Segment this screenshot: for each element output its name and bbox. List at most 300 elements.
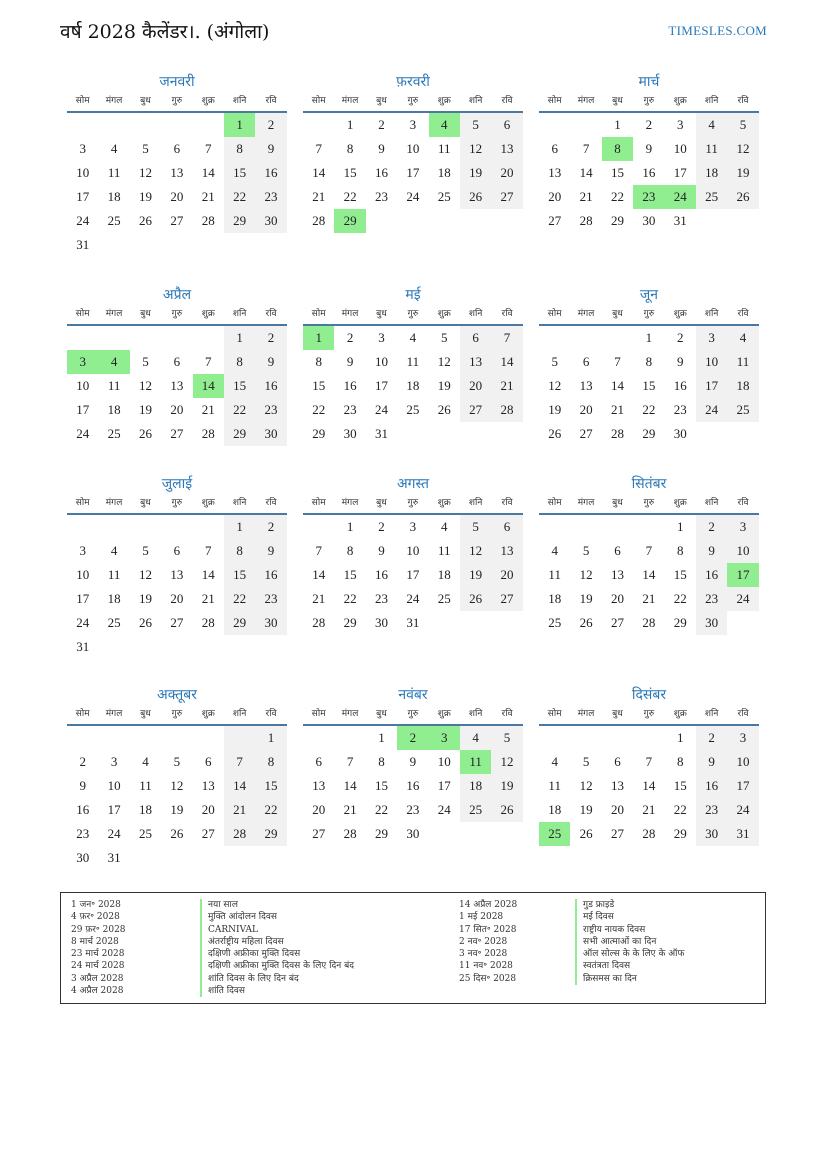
day-cell[interactable]: 20 xyxy=(491,161,522,185)
day-cell[interactable]: 14 xyxy=(642,567,656,582)
day-cell[interactable]: 14 xyxy=(579,165,593,180)
day-cell[interactable]: 26 xyxy=(727,185,758,209)
day-cell[interactable]: 2 xyxy=(255,113,286,137)
day-cell[interactable]: 22 xyxy=(312,402,326,417)
day-cell[interactable]: 16 xyxy=(374,165,388,180)
day-cell[interactable]: 27 xyxy=(491,587,522,611)
day-cell[interactable]: 29 xyxy=(224,422,255,446)
day-cell[interactable]: 6 xyxy=(205,754,212,769)
day-cell[interactable]: 7 xyxy=(315,543,322,558)
day-cell[interactable]: 11 xyxy=(696,137,727,161)
day-cell[interactable]: 27 xyxy=(579,426,593,441)
day-cell[interactable]: 12 xyxy=(138,165,152,180)
day-cell[interactable]: 4 xyxy=(142,754,149,769)
day-cell[interactable]: 19 xyxy=(460,563,491,587)
day-cell[interactable]: 15 xyxy=(312,378,326,393)
day-cell[interactable]: 18 xyxy=(696,161,727,185)
day-cell[interactable]: 24 xyxy=(727,798,758,822)
day-cell[interactable]: 8 xyxy=(255,750,286,774)
day-cell[interactable]: 20 xyxy=(610,802,624,817)
day-cell[interactable]: 13 xyxy=(491,137,522,161)
day-cell[interactable]: 21 xyxy=(579,189,593,204)
day-cell[interactable]: 10 xyxy=(406,543,420,558)
day-cell[interactable]: 17 xyxy=(727,774,758,798)
day-cell[interactable]: 12 xyxy=(579,778,593,793)
day-cell[interactable]: 5 xyxy=(173,754,181,769)
day-cell[interactable]: 23 xyxy=(673,402,687,417)
day-cell[interactable]: 21 xyxy=(201,402,215,417)
day-cell[interactable]: 1 xyxy=(677,730,684,745)
day-cell[interactable]: 4 xyxy=(696,113,727,137)
day-cell[interactable]: 12 xyxy=(548,378,562,393)
day-cell[interactable]: 2 xyxy=(346,330,354,345)
day-cell[interactable]: 7 xyxy=(224,750,255,774)
day-cell[interactable]: 14 xyxy=(642,778,656,793)
day-cell[interactable]: 8 xyxy=(224,350,255,374)
day-cell[interactable]: 29 xyxy=(374,826,388,841)
day-cell[interactable]: 14 xyxy=(610,378,624,393)
day-cell[interactable]: 7 xyxy=(205,543,212,558)
day-cell[interactable]: 28 xyxy=(579,213,593,228)
day-cell[interactable]: 14 xyxy=(312,567,326,582)
day-cell[interactable]: 24 xyxy=(107,826,121,841)
day-cell[interactable]: 12 xyxy=(727,137,758,161)
day-cell[interactable]: 13 xyxy=(170,567,184,582)
day-cell[interactable]: 22 xyxy=(673,591,687,606)
day-cell[interactable]: 29 xyxy=(255,822,286,846)
day-cell[interactable]: 13 xyxy=(312,778,326,793)
day-cell[interactable]: 5 xyxy=(582,543,590,558)
day-cell[interactable]: 11 xyxy=(437,543,451,558)
day-cell[interactable]: 10 xyxy=(727,750,758,774)
day-cell[interactable]: 30 xyxy=(255,422,286,446)
day-cell[interactable]: 25 xyxy=(437,591,451,606)
day-cell[interactable]: 15 xyxy=(224,161,255,185)
day-cell[interactable]: 23 xyxy=(76,826,90,841)
day-cell[interactable]: 6 xyxy=(551,141,558,156)
day-cell[interactable]: 4 xyxy=(460,726,491,750)
day-cell[interactable]: 4 xyxy=(727,326,758,350)
day-cell[interactable]: 16 xyxy=(255,563,286,587)
site-link[interactable]: TIMESLES.COM xyxy=(668,23,767,38)
day-cell[interactable]: 2 xyxy=(696,726,727,750)
day-cell[interactable]: 20 xyxy=(170,591,184,606)
day-cell[interactable]: 16 xyxy=(406,778,420,793)
day-cell[interactable]: 12 xyxy=(437,354,451,369)
day-cell[interactable]: 31 xyxy=(76,639,90,654)
day-cell[interactable]: 22 xyxy=(343,189,357,204)
day-cell[interactable]: 29 xyxy=(312,426,326,441)
day-cell[interactable]: 4 xyxy=(110,141,118,156)
day-cell[interactable]: 6 xyxy=(460,326,491,350)
day-cell[interactable]: 26 xyxy=(579,615,593,630)
day-cell[interactable]: 2 xyxy=(255,515,286,539)
day-cell[interactable]: 17 xyxy=(107,802,121,817)
day-cell[interactable]: 7 xyxy=(205,354,212,369)
day-cell[interactable]: 28 xyxy=(642,826,656,841)
day-cell[interactable]: 11 xyxy=(107,567,121,582)
day-cell[interactable]: 29 xyxy=(343,615,357,630)
day-cell[interactable]: 3 xyxy=(727,515,758,539)
day-cell[interactable]: 16 xyxy=(343,378,357,393)
day-cell[interactable]: 19 xyxy=(727,161,758,185)
day-cell[interactable]: 18 xyxy=(548,591,562,606)
day-cell[interactable]: 25 xyxy=(138,826,152,841)
day-cell[interactable]: 2 xyxy=(378,117,385,132)
day-cell[interactable]: 23 xyxy=(374,591,388,606)
day-cell[interactable]: 4 xyxy=(98,350,129,374)
day-cell[interactable]: 6 xyxy=(315,754,322,769)
day-cell[interactable]: 31 xyxy=(406,615,420,630)
day-cell[interactable]: 5 xyxy=(460,515,491,539)
day-cell[interactable]: 13 xyxy=(491,539,522,563)
day-cell[interactable]: 18 xyxy=(437,567,451,582)
day-cell[interactable]: 14 xyxy=(343,778,357,793)
day-cell[interactable]: 7 xyxy=(645,543,653,558)
day-cell[interactable]: 9 xyxy=(696,539,727,563)
day-cell[interactable]: 25 xyxy=(460,798,491,822)
day-cell[interactable]: 23 xyxy=(633,185,664,209)
day-cell[interactable]: 25 xyxy=(107,615,121,630)
day-cell[interactable]: 6 xyxy=(173,543,181,558)
day-cell[interactable]: 14 xyxy=(491,350,522,374)
day-cell[interactable]: 10 xyxy=(696,350,727,374)
day-cell[interactable]: 7 xyxy=(645,754,653,769)
day-cell[interactable]: 8 xyxy=(677,543,684,558)
day-cell[interactable]: 30 xyxy=(406,826,420,841)
day-cell[interactable]: 25 xyxy=(696,185,727,209)
day-cell[interactable]: 19 xyxy=(138,591,152,606)
day-cell[interactable]: 20 xyxy=(312,802,326,817)
day-cell[interactable]: 3 xyxy=(429,726,460,750)
day-cell[interactable]: 2 xyxy=(696,515,727,539)
day-cell[interactable]: 18 xyxy=(548,802,562,817)
day-cell[interactable]: 21 xyxy=(312,189,326,204)
day-cell[interactable]: 25 xyxy=(539,822,570,846)
day-cell[interactable]: 23 xyxy=(255,398,286,422)
day-cell[interactable]: 23 xyxy=(696,587,727,611)
day-cell[interactable]: 3 xyxy=(67,350,98,374)
day-cell[interactable]: 19 xyxy=(460,161,491,185)
day-cell[interactable]: 24 xyxy=(727,587,758,611)
day-cell[interactable]: 27 xyxy=(610,615,624,630)
day-cell[interactable]: 23 xyxy=(255,185,286,209)
day-cell[interactable]: 8 xyxy=(378,754,385,769)
day-cell[interactable]: 29 xyxy=(610,213,624,228)
day-cell[interactable]: 3 xyxy=(696,326,727,350)
day-cell[interactable]: 11 xyxy=(727,350,758,374)
day-cell[interactable]: 31 xyxy=(374,426,388,441)
day-cell[interactable]: 24 xyxy=(76,213,90,228)
day-cell[interactable]: 26 xyxy=(437,402,451,417)
day-cell[interactable]: 4 xyxy=(429,113,460,137)
day-cell[interactable]: 17 xyxy=(406,567,420,582)
day-cell[interactable]: 23 xyxy=(343,402,357,417)
day-cell[interactable]: 10 xyxy=(406,141,420,156)
day-cell[interactable]: 14 xyxy=(193,374,224,398)
day-cell[interactable]: 5 xyxy=(582,754,590,769)
day-cell[interactable]: 18 xyxy=(437,165,451,180)
day-cell[interactable]: 9 xyxy=(255,539,286,563)
day-cell[interactable]: 16 xyxy=(673,378,687,393)
day-cell[interactable]: 22 xyxy=(255,798,286,822)
day-cell[interactable]: 4 xyxy=(551,754,558,769)
day-cell[interactable]: 18 xyxy=(107,402,121,417)
day-cell[interactable]: 23 xyxy=(696,798,727,822)
day-cell[interactable]: 26 xyxy=(460,587,491,611)
day-cell[interactable]: 15 xyxy=(673,567,687,582)
day-cell[interactable]: 28 xyxy=(201,213,215,228)
day-cell[interactable]: 24 xyxy=(406,591,420,606)
day-cell[interactable]: 15 xyxy=(224,374,255,398)
day-cell[interactable]: 3 xyxy=(378,330,385,345)
day-cell[interactable]: 7 xyxy=(491,326,522,350)
day-cell[interactable]: 22 xyxy=(610,189,624,204)
day-cell[interactable]: 17 xyxy=(374,378,388,393)
day-cell[interactable]: 12 xyxy=(170,778,184,793)
day-cell[interactable]: 19 xyxy=(170,802,184,817)
day-cell[interactable]: 10 xyxy=(374,354,388,369)
day-cell[interactable]: 12 xyxy=(138,567,152,582)
day-cell[interactable]: 4 xyxy=(441,519,448,534)
day-cell[interactable]: 8 xyxy=(602,137,633,161)
day-cell[interactable]: 11 xyxy=(107,165,121,180)
day-cell[interactable]: 12 xyxy=(460,137,491,161)
day-cell[interactable]: 31 xyxy=(76,237,90,252)
day-cell[interactable]: 9 xyxy=(255,137,286,161)
day-cell[interactable]: 10 xyxy=(107,778,121,793)
day-cell[interactable]: 26 xyxy=(138,426,152,441)
day-cell[interactable]: 6 xyxy=(491,113,522,137)
day-cell[interactable]: 21 xyxy=(642,591,656,606)
day-cell[interactable]: 16 xyxy=(642,165,656,180)
day-cell[interactable]: 9 xyxy=(79,778,86,793)
day-cell[interactable]: 25 xyxy=(107,426,121,441)
day-cell[interactable]: 22 xyxy=(224,398,255,422)
day-cell[interactable]: 15 xyxy=(343,567,357,582)
day-cell[interactable]: 18 xyxy=(107,591,121,606)
day-cell[interactable]: 17 xyxy=(76,402,90,417)
day-cell[interactable]: 30 xyxy=(343,426,357,441)
day-cell[interactable]: 31 xyxy=(727,822,758,846)
day-cell[interactable]: 20 xyxy=(548,189,562,204)
day-cell[interactable]: 8 xyxy=(224,137,255,161)
day-cell[interactable]: 21 xyxy=(491,374,522,398)
day-cell[interactable]: 1 xyxy=(224,113,255,137)
day-cell[interactable]: 2 xyxy=(79,754,86,769)
day-cell[interactable]: 20 xyxy=(491,563,522,587)
day-cell[interactable]: 11 xyxy=(548,778,561,793)
day-cell[interactable]: 17 xyxy=(76,189,90,204)
day-cell[interactable]: 28 xyxy=(491,398,522,422)
day-cell[interactable]: 11 xyxy=(548,567,561,582)
day-cell[interactable]: 11 xyxy=(460,750,491,774)
day-cell[interactable]: 19 xyxy=(138,189,152,204)
day-cell[interactable]: 29 xyxy=(224,611,255,635)
day-cell[interactable]: 26 xyxy=(138,213,152,228)
day-cell[interactable]: 10 xyxy=(76,165,90,180)
day-cell[interactable]: 30 xyxy=(255,611,286,635)
day-cell[interactable]: 21 xyxy=(201,591,215,606)
day-cell[interactable]: 17 xyxy=(406,165,420,180)
day-cell[interactable]: 1 xyxy=(224,515,255,539)
day-cell[interactable]: 14 xyxy=(201,567,215,582)
day-cell[interactable]: 26 xyxy=(548,426,562,441)
day-cell[interactable]: 22 xyxy=(343,591,357,606)
day-cell[interactable]: 21 xyxy=(312,591,326,606)
day-cell[interactable]: 3 xyxy=(409,519,417,534)
day-cell[interactable]: 23 xyxy=(255,587,286,611)
day-cell[interactable]: 14 xyxy=(312,165,326,180)
day-cell[interactable]: 21 xyxy=(610,402,624,417)
day-cell[interactable]: 12 xyxy=(491,750,522,774)
day-cell[interactable]: 27 xyxy=(170,615,184,630)
day-cell[interactable]: 25 xyxy=(727,398,758,422)
day-cell[interactable]: 21 xyxy=(642,802,656,817)
day-cell[interactable]: 15 xyxy=(343,165,357,180)
day-cell[interactable]: 15 xyxy=(610,165,624,180)
day-cell[interactable]: 3 xyxy=(79,543,86,558)
day-cell[interactable]: 16 xyxy=(696,774,727,798)
day-cell[interactable]: 1 xyxy=(303,326,334,350)
day-cell[interactable]: 8 xyxy=(645,354,653,369)
day-cell[interactable]: 19 xyxy=(491,774,522,798)
day-cell[interactable]: 29 xyxy=(673,826,687,841)
day-cell[interactable]: 6 xyxy=(614,754,621,769)
day-cell[interactable]: 16 xyxy=(255,374,286,398)
day-cell[interactable]: 28 xyxy=(201,426,215,441)
day-cell[interactable]: 1 xyxy=(255,726,286,750)
day-cell[interactable]: 27 xyxy=(491,185,522,209)
day-cell[interactable]: 7 xyxy=(205,141,212,156)
day-cell[interactable]: 15 xyxy=(255,774,286,798)
day-cell[interactable]: 25 xyxy=(406,402,420,417)
day-cell[interactable]: 4 xyxy=(110,543,118,558)
day-cell[interactable]: 13 xyxy=(201,778,215,793)
day-cell[interactable]: 19 xyxy=(548,402,562,417)
day-cell[interactable]: 29 xyxy=(334,209,365,233)
day-cell[interactable]: 10 xyxy=(437,754,451,769)
day-cell[interactable]: 27 xyxy=(170,426,184,441)
day-cell[interactable]: 28 xyxy=(201,615,215,630)
day-cell[interactable]: 17 xyxy=(696,374,727,398)
day-cell[interactable]: 15 xyxy=(224,563,255,587)
day-cell[interactable]: 16 xyxy=(374,567,388,582)
day-cell[interactable]: 22 xyxy=(224,185,255,209)
day-cell[interactable]: 17 xyxy=(437,778,451,793)
day-cell[interactable]: 26 xyxy=(170,826,184,841)
day-cell[interactable]: 5 xyxy=(142,354,149,369)
day-cell[interactable]: 24 xyxy=(374,402,388,417)
day-cell[interactable]: 8 xyxy=(224,539,255,563)
day-cell[interactable]: 23 xyxy=(374,189,388,204)
day-cell[interactable]: 1 xyxy=(378,730,385,745)
day-cell[interactable]: 13 xyxy=(579,378,593,393)
day-cell[interactable]: 20 xyxy=(460,374,491,398)
day-cell[interactable]: 31 xyxy=(107,850,121,865)
day-cell[interactable]: 5 xyxy=(460,113,491,137)
day-cell[interactable]: 28 xyxy=(224,822,255,846)
day-cell[interactable]: 22 xyxy=(374,802,388,817)
day-cell[interactable]: 10 xyxy=(76,378,90,393)
day-cell[interactable]: 23 xyxy=(406,802,420,817)
day-cell[interactable]: 20 xyxy=(579,402,593,417)
day-cell[interactable]: 26 xyxy=(579,826,593,841)
day-cell[interactable]: 13 xyxy=(170,165,184,180)
day-cell[interactable]: 19 xyxy=(579,591,593,606)
day-cell[interactable]: 7 xyxy=(315,141,322,156)
day-cell[interactable]: 7 xyxy=(614,354,621,369)
day-cell[interactable]: 28 xyxy=(312,615,326,630)
day-cell[interactable]: 7 xyxy=(582,141,590,156)
day-cell[interactable]: 24 xyxy=(76,615,90,630)
day-cell[interactable]: 19 xyxy=(579,802,593,817)
day-cell[interactable]: 3 xyxy=(727,726,758,750)
day-cell[interactable]: 20 xyxy=(610,591,624,606)
day-cell[interactable]: 4 xyxy=(551,543,558,558)
day-cell[interactable]: 9 xyxy=(378,141,385,156)
day-cell[interactable]: 5 xyxy=(142,141,149,156)
day-cell[interactable]: 1 xyxy=(645,330,653,345)
day-cell[interactable]: 12 xyxy=(579,567,593,582)
day-cell[interactable]: 1 xyxy=(224,326,255,350)
day-cell[interactable]: 24 xyxy=(437,802,451,817)
day-cell[interactable]: 1 xyxy=(346,519,354,534)
day-cell[interactable]: 26 xyxy=(491,798,522,822)
day-cell[interactable]: 30 xyxy=(696,822,727,846)
day-cell[interactable]: 19 xyxy=(437,378,451,393)
day-cell[interactable]: 5 xyxy=(142,543,149,558)
day-cell[interactable]: 16 xyxy=(696,563,727,587)
day-cell[interactable]: 18 xyxy=(460,774,491,798)
day-cell[interactable]: 29 xyxy=(642,426,656,441)
day-cell[interactable]: 1 xyxy=(614,117,621,132)
day-cell[interactable]: 15 xyxy=(673,778,687,793)
day-cell[interactable]: 5 xyxy=(727,113,758,137)
day-cell[interactable]: 5 xyxy=(551,354,558,369)
day-cell[interactable]: 6 xyxy=(582,354,590,369)
day-cell[interactable]: 14 xyxy=(224,774,255,798)
day-cell[interactable]: 11 xyxy=(406,354,420,369)
day-cell[interactable]: 6 xyxy=(173,354,181,369)
day-cell[interactable]: 30 xyxy=(673,426,687,441)
day-cell[interactable]: 3 xyxy=(409,117,417,132)
day-cell[interactable]: 9 xyxy=(677,354,684,369)
day-cell[interactable]: 2 xyxy=(645,117,653,132)
day-cell[interactable]: 22 xyxy=(224,587,255,611)
day-cell[interactable]: 30 xyxy=(642,213,656,228)
day-cell[interactable]: 9 xyxy=(346,354,354,369)
day-cell[interactable]: 2 xyxy=(397,726,428,750)
day-cell[interactable]: 27 xyxy=(548,213,562,228)
day-cell[interactable]: 26 xyxy=(460,185,491,209)
day-cell[interactable]: 10 xyxy=(673,141,687,156)
day-cell[interactable]: 10 xyxy=(727,539,758,563)
day-cell[interactable]: 6 xyxy=(614,543,621,558)
day-cell[interactable]: 17 xyxy=(76,591,90,606)
day-cell[interactable]: 27 xyxy=(460,398,491,422)
day-cell[interactable]: 25 xyxy=(437,189,451,204)
day-cell[interactable]: 24 xyxy=(665,185,696,209)
day-cell[interactable]: 9 xyxy=(696,750,727,774)
day-cell[interactable]: 13 xyxy=(610,778,624,793)
day-cell[interactable]: 7 xyxy=(346,754,354,769)
day-cell[interactable]: 22 xyxy=(673,802,687,817)
day-cell[interactable]: 21 xyxy=(224,798,255,822)
day-cell[interactable]: 28 xyxy=(610,426,624,441)
day-cell[interactable]: 11 xyxy=(437,141,451,156)
day-cell[interactable]: 24 xyxy=(406,189,420,204)
